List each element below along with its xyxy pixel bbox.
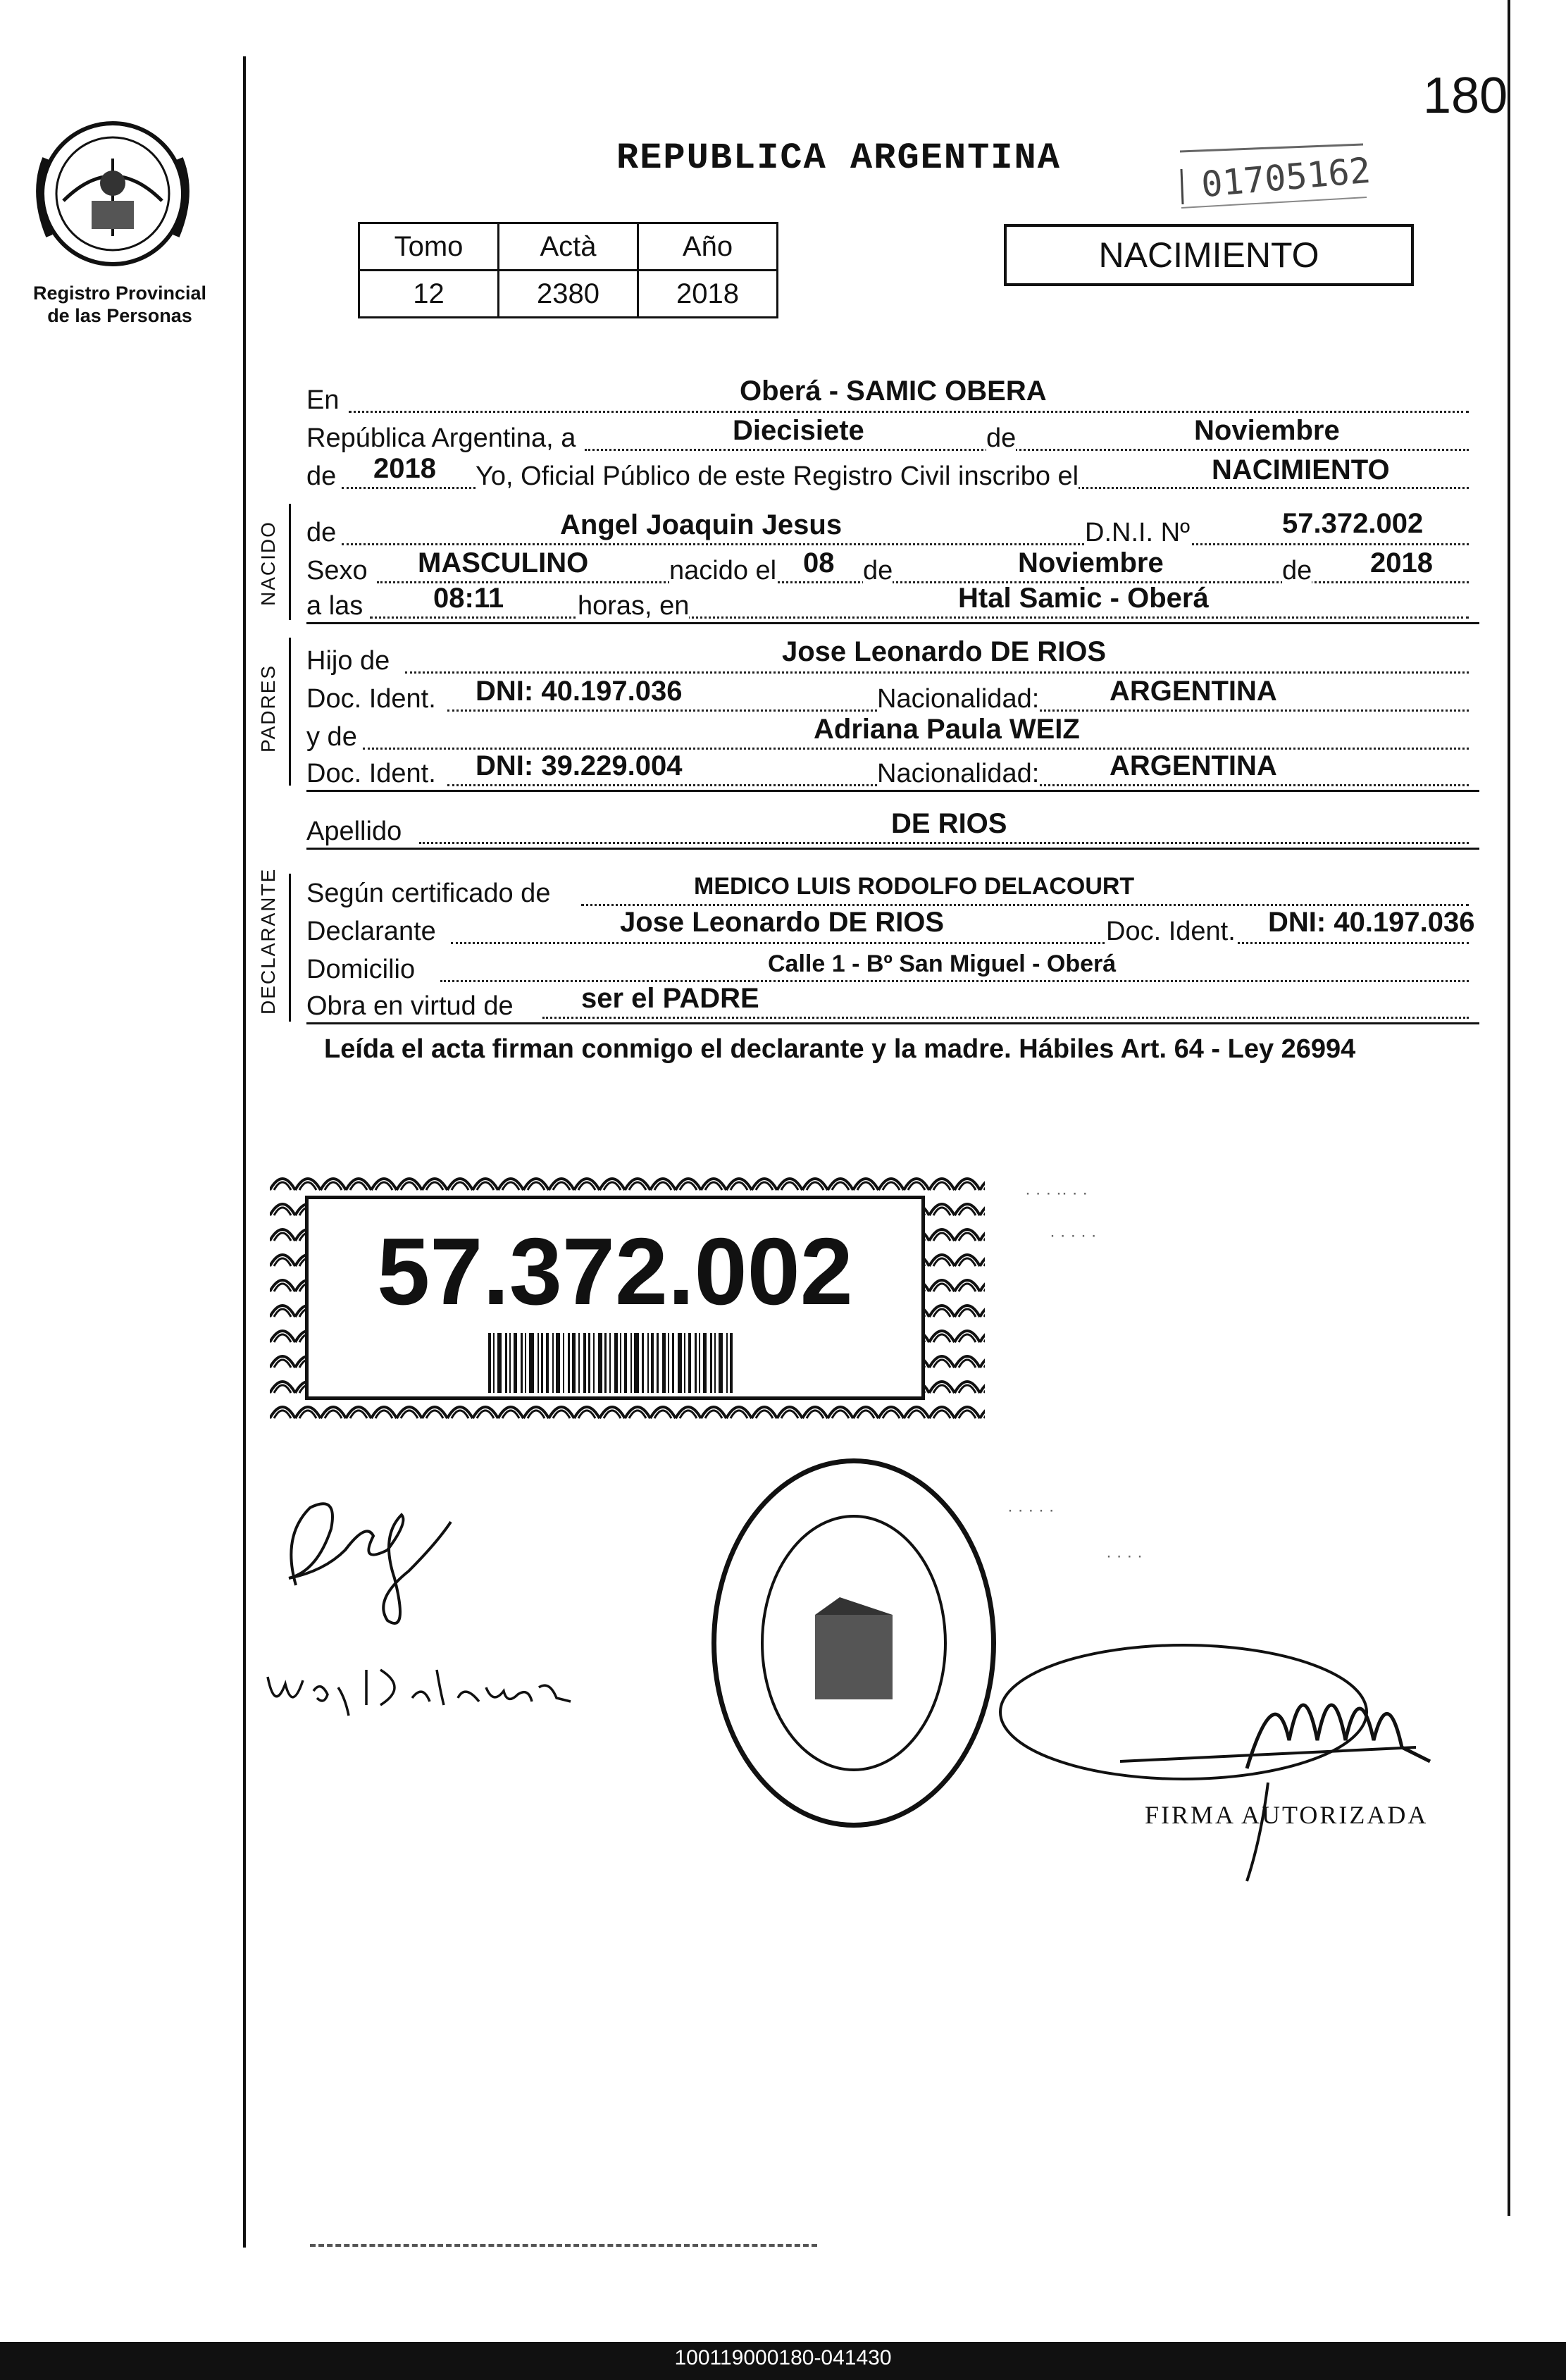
barcode-bar [598, 1333, 602, 1393]
barcode-bar [514, 1333, 517, 1393]
child-dni: 57.372.002 [1282, 508, 1424, 539]
dni-label: D.N.I. Nº [1085, 518, 1190, 547]
record-value-ano: 2018 [638, 271, 778, 318]
official-seal [711, 1458, 996, 1828]
record-header-acta: Actà [499, 223, 638, 271]
declarante-doc-label: Doc. Ident. [1106, 917, 1236, 946]
oficial-text: Yo, Oficial Público de este Registro Civil inscribo el [476, 461, 1079, 491]
official-signature-caption: FIRMA AUTORIZADA [1145, 1801, 1429, 1829]
mother-name: Adriana Paula WEIZ [814, 714, 1080, 745]
birth-month: Noviembre [1018, 547, 1164, 578]
record-type-box: NACIMIENTO [1004, 224, 1414, 286]
barcode-bar [537, 1333, 539, 1393]
side-label-nacido: NACIDO [257, 521, 279, 606]
declarante-bracket [289, 874, 291, 1022]
barcode-bar [588, 1333, 590, 1393]
id-number-stamp [270, 1166, 985, 1430]
mother-signature [268, 1494, 479, 1649]
side-label-padres: PADRES [257, 664, 279, 752]
record-header-ano: Año [638, 223, 778, 271]
barcode-bar [630, 1333, 632, 1393]
record-value-acta: 2380 [499, 271, 638, 318]
barcode-bar [552, 1333, 554, 1393]
barcode-bar [568, 1333, 570, 1393]
barcode-bar [572, 1333, 576, 1393]
y-de-label: y de [306, 722, 357, 752]
barcode-bar [651, 1333, 654, 1393]
barcode-bar [678, 1333, 682, 1393]
barcode-bar [521, 1333, 523, 1393]
barcode-bar [541, 1333, 543, 1393]
obra-value: ser el PADRE [581, 983, 759, 1014]
barcode-bar [614, 1333, 618, 1393]
de-name-label: de [306, 518, 337, 547]
doc-ident-label: Doc. Ident. [306, 759, 436, 788]
serial-number: 01705162 [1199, 149, 1372, 206]
row-hora [306, 575, 1476, 624]
barcode-bar [657, 1333, 659, 1393]
mother-nationality: ARGENTINA [1110, 750, 1277, 781]
nacionalidad-label: Nacionalidad: [877, 684, 1040, 714]
father-doc: DNI: 40.197.036 [476, 676, 683, 707]
barcode-bar [488, 1333, 491, 1393]
barcode-bar [505, 1333, 507, 1393]
barcode-bar [620, 1333, 621, 1393]
barcode-bar [703, 1333, 707, 1393]
id-number-panel [305, 1196, 925, 1400]
barcode-bar [593, 1333, 595, 1393]
faint-marks: · · · · · [1007, 1501, 1055, 1520]
year: 2018 [373, 453, 436, 484]
barcode-bar [525, 1333, 526, 1393]
barcode-bar [730, 1333, 733, 1393]
apellido-label: Apellido [306, 817, 402, 846]
faint-marks: · · · · · [1050, 1226, 1097, 1245]
serial-stamp [1173, 137, 1377, 215]
barcode-bar [634, 1333, 639, 1393]
barcode-bar [714, 1333, 716, 1393]
barcode-bar [710, 1333, 712, 1393]
issuer-name [14, 282, 225, 327]
barcode-bar [684, 1333, 685, 1393]
row-oficial [306, 442, 1476, 492]
section-rule [306, 1022, 1479, 1024]
domicilio-value: Calle 1 - Bº San Miguel - Oberá [768, 950, 1117, 977]
barcode-bar [556, 1333, 560, 1393]
right-margin-rule [1508, 0, 1510, 2216]
barcode-bar [642, 1333, 644, 1393]
barcode-bar [583, 1333, 586, 1393]
declarante-label: Declarante [306, 917, 436, 946]
birth-place: Htal Samic - Oberá [958, 583, 1209, 614]
barcode-bar [647, 1333, 649, 1393]
inscribo-value: NACIMIENTO [1212, 454, 1390, 485]
birth-year: 2018 [1370, 547, 1433, 578]
faint-trace [310, 2244, 817, 2247]
dotted-line [542, 1017, 1469, 1019]
certificado-label: Según certificado de [306, 879, 551, 908]
de-label: de [986, 423, 1017, 453]
row-apellido [306, 800, 1476, 850]
dotted-line [370, 616, 1469, 619]
sexo-value: MASCULINO [418, 547, 589, 578]
barcode-bar [726, 1333, 728, 1393]
section-rule [306, 848, 1479, 850]
hijo-label: Hijo de [306, 646, 390, 676]
de-year-label: de [306, 461, 337, 491]
barcode-bar [695, 1333, 697, 1393]
de-label: de [863, 556, 893, 585]
father-name: Jose Leonardo DE RIOS [782, 636, 1107, 667]
barcode-bar [609, 1333, 611, 1393]
left-margin-rule [243, 56, 246, 2248]
dotted-line [419, 842, 1469, 844]
barcode-bar [662, 1333, 666, 1393]
issuer-name-line1: Registro Provincial [32, 283, 207, 304]
barcode-bar [546, 1333, 549, 1393]
page-number: 180 [1423, 68, 1508, 124]
barcode-bar [563, 1333, 564, 1393]
id-number: 57.372.002 [377, 1218, 853, 1325]
faint-marks: · · · · [1106, 1547, 1143, 1566]
apellido-value: DE RIOS [891, 808, 1007, 839]
day-words: Diecisiete [733, 415, 864, 446]
doc-ident-label: Doc. Ident. [306, 684, 436, 714]
obra-label: Obra en virtud de [306, 991, 514, 1021]
barcode-bar [699, 1333, 700, 1393]
nacido-label: nacido el [669, 556, 777, 585]
barcode-bar [624, 1333, 627, 1393]
barcode-bar [672, 1333, 674, 1393]
a-las-label: a las [306, 591, 363, 621]
sexo-label: Sexo [306, 556, 368, 585]
barcode-bar [497, 1333, 502, 1393]
official-signature [979, 1642, 1458, 1888]
barcode-bar [668, 1333, 669, 1393]
nacido-bracket [289, 504, 291, 620]
domicilio-label: Domicilio [306, 955, 416, 984]
section-rule [306, 622, 1479, 624]
barcode-bar [578, 1333, 580, 1393]
record-value-tomo: 12 [359, 271, 499, 318]
padres-bracket [289, 638, 291, 786]
faint-marks: · · · ·· · · [1025, 1184, 1088, 1203]
section-rule [306, 790, 1479, 792]
issuer-name-line2: de las Personas [47, 305, 192, 326]
mother-signature-name [261, 1649, 599, 1719]
barcode-bar [688, 1333, 691, 1393]
record-table [358, 222, 778, 318]
certificado-value: MEDICO LUIS RODOLFO DELACOURT [694, 873, 1135, 900]
birth-day: 08 [803, 547, 835, 578]
birth-time: 08:11 [433, 583, 504, 614]
document-title: REPUBLICA ARGENTINA [616, 137, 1061, 179]
legal-text: Leída el acta firman conmigo el declarante y la madre. Hábiles Art. 64 - Ley 26994 [324, 1034, 1356, 1064]
horas-label: horas, en [578, 591, 690, 621]
barcode-bar [509, 1333, 511, 1393]
row-obra [306, 975, 1476, 1024]
barcode-bar [493, 1333, 495, 1393]
declarante-name: Jose Leonardo DE RIOS [620, 907, 945, 938]
footer-code: 100119000180-041430 [674, 2346, 892, 2369]
barcode [488, 1333, 883, 1393]
row-mother-doc [306, 743, 1476, 792]
father-nationality: ARGENTINA [1110, 676, 1277, 707]
side-label-declarante: DECLARANTE [257, 867, 279, 1015]
barcode-bar [529, 1333, 534, 1393]
nacionalidad-label: Nacionalidad: [877, 759, 1040, 788]
mother-doc: DNI: 39.229.004 [476, 750, 683, 781]
province-seal [32, 116, 194, 271]
de-label: de [1282, 556, 1312, 585]
republica-label: República Argentina, a [306, 423, 576, 453]
record-header-tomo: Tomo [359, 223, 499, 271]
month: Noviembre [1194, 415, 1340, 446]
registry-office: Oberá - SAMIC OBERA [740, 376, 1047, 407]
child-name: Angel Joaquin Jesus [560, 509, 843, 540]
barcode-bar [719, 1333, 723, 1393]
barcode-bar [604, 1333, 607, 1393]
declarante-doc: DNI: 40.197.036 [1268, 907, 1475, 938]
en-label: En [306, 385, 340, 415]
